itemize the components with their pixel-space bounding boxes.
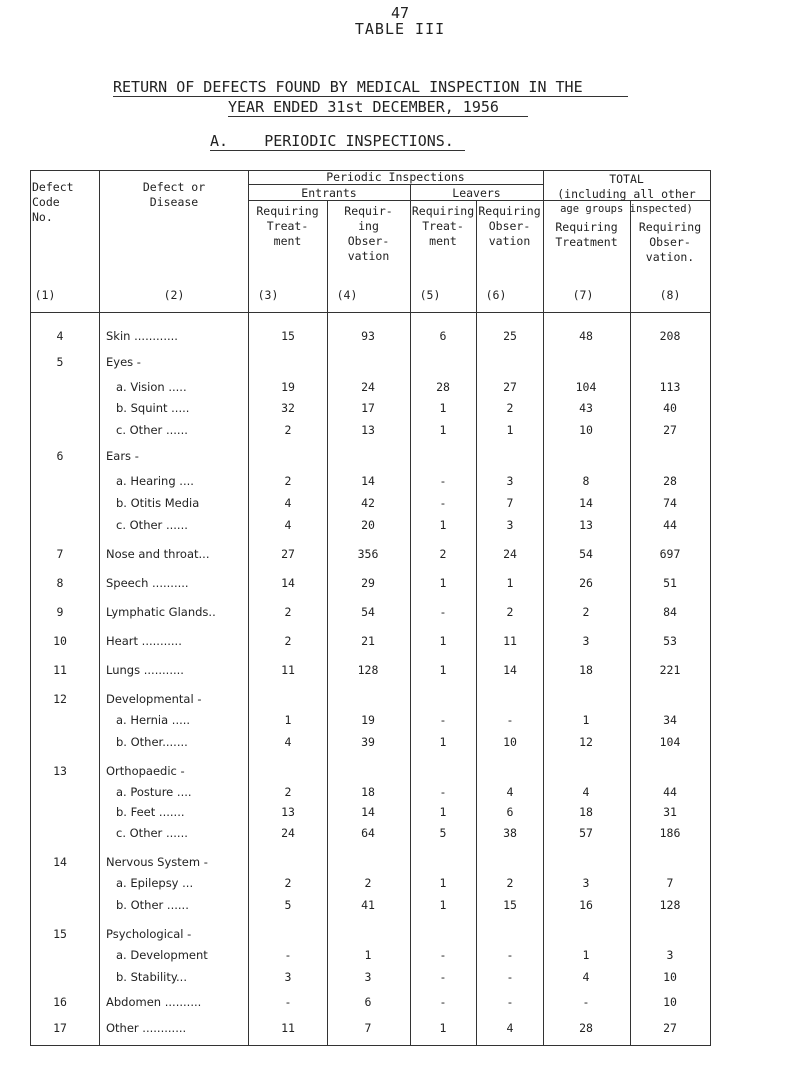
table-cell: 41 (361, 898, 375, 912)
table-cell: 1 (439, 898, 447, 912)
defect-label: b. Stability... (116, 970, 187, 984)
section-underline (210, 150, 465, 151)
header-col8 (630, 220, 710, 265)
table-cell: 1 (439, 663, 447, 677)
defect-label: Eyes - (106, 355, 141, 369)
table-cell: 18 (579, 805, 593, 819)
table-cell: 2 (506, 605, 514, 619)
title-underline (228, 116, 528, 117)
header-text: Code (32, 195, 60, 209)
header-text: Defect or (142, 180, 206, 194)
header-col3 (248, 204, 327, 249)
defect-code: 13 (53, 764, 67, 778)
table-cell: 19 (361, 713, 375, 727)
table-cell: 27 (503, 380, 517, 394)
table-cell: 25 (503, 329, 517, 343)
table-cell: 356 (357, 547, 379, 561)
table-cell: 1 (439, 805, 447, 819)
table-cell: 3 (284, 970, 292, 984)
header-col5 (410, 204, 476, 249)
header-bottom-rule (30, 312, 711, 313)
table-cell: 44 (663, 785, 677, 799)
defect-label: a. Posture .... (116, 785, 192, 799)
table-cell: 5 (439, 826, 447, 840)
header-text: Treat- (422, 219, 464, 233)
table-cell: - (439, 474, 447, 488)
table-cell: 4 (284, 496, 292, 510)
table-cell: 54 (361, 605, 375, 619)
table-cell: 1 (439, 735, 447, 749)
defect-label: a. Epilepsy ... (116, 876, 194, 890)
section-label: A. (210, 132, 229, 150)
table-cell: 31 (663, 805, 677, 819)
table-cell: - (284, 995, 292, 1009)
header-text: (including all other (557, 187, 696, 201)
table-cell: 3 (506, 474, 514, 488)
table-cell: 20 (361, 518, 375, 532)
header-text: Disease (149, 195, 199, 209)
table-cell: 1 (439, 876, 447, 890)
table-cell: 74 (663, 496, 677, 510)
table-cell: 34 (663, 713, 677, 727)
table-cell: 2 (582, 605, 590, 619)
header-text: Requiring (256, 204, 319, 218)
column-number: (3) (257, 288, 279, 302)
table-cell: 1 (439, 634, 447, 648)
header-text: Requiring (638, 220, 702, 234)
defect-code: 10 (53, 634, 67, 648)
table-cell: - (439, 496, 447, 510)
defect-label: b. Otitis Media (116, 496, 200, 510)
column-number: (5) (419, 288, 441, 302)
defect-code: 17 (53, 1021, 67, 1035)
table-cell: 3 (506, 518, 514, 532)
defect-label: a. Hearing .... (116, 474, 194, 488)
header-text: Requiring (478, 204, 541, 218)
table-cell: 28 (579, 1021, 593, 1035)
table-cell: 48 (579, 329, 593, 343)
table-cell: 1 (506, 576, 514, 590)
table-cell: 3 (666, 948, 674, 962)
defect-code: 12 (53, 692, 67, 706)
table-cell: 6 (506, 805, 514, 819)
defect-label: Lymphatic Glands.. (106, 605, 216, 619)
column-number: (8) (659, 288, 681, 302)
table-cell: 186 (659, 826, 681, 840)
header-text: Treat- (266, 219, 309, 233)
table-cell: 1 (439, 401, 447, 415)
column-rule (630, 200, 631, 1046)
table-cell: 64 (361, 826, 375, 840)
header-text: Requir- (344, 204, 393, 218)
table-cell: - (439, 605, 447, 619)
header-text: Treatment (555, 235, 618, 249)
table-cell: 4 (506, 1021, 514, 1035)
table-cell: - (439, 785, 447, 799)
header-col4 (327, 204, 410, 264)
header-defect-code (30, 180, 72, 225)
table-cell: 3 (364, 970, 372, 984)
table-cell: 10 (503, 735, 517, 749)
header-text: vation. (645, 250, 695, 264)
table-cell: - (506, 970, 514, 984)
header-col7 (543, 220, 630, 250)
table-cell: 27 (663, 1021, 677, 1035)
header-text: Obser- (347, 234, 390, 248)
table-cell: 1 (439, 1021, 447, 1035)
header-text: vation (347, 249, 390, 263)
header-text: No. (32, 210, 53, 224)
table-cell: 13 (579, 518, 593, 532)
table-cell: 42 (361, 496, 375, 510)
column-rule (476, 200, 477, 1046)
report-title-line2: YEAR ENDED 31st DECEMBER, 1956 (228, 98, 499, 116)
table-cell: 697 (659, 547, 681, 561)
defect-code: 6 (56, 449, 64, 463)
table-cell: 104 (659, 735, 681, 749)
defect-code: 4 (56, 329, 64, 343)
header-entrants: Entrants (301, 186, 357, 200)
table-cell: 128 (659, 898, 681, 912)
table-cell: 24 (503, 547, 517, 561)
table-cell: 19 (281, 380, 295, 394)
table-cell: 4 (284, 735, 292, 749)
table-cell: 10 (663, 970, 677, 984)
defect-code: 7 (56, 547, 64, 561)
table-cell: 51 (663, 576, 677, 590)
table-cell: 14 (579, 496, 593, 510)
defect-label: Heart ........... (106, 634, 182, 648)
defect-label: Psychological - (106, 927, 192, 941)
table-cell: 18 (579, 663, 593, 677)
defect-label: Lungs ........... (106, 663, 184, 677)
table-cell: 16 (579, 898, 593, 912)
defect-code: 5 (56, 355, 64, 369)
defect-label: c. Other ...... (116, 826, 188, 840)
table-cell: 4 (582, 785, 590, 799)
table-cell: 2 (284, 423, 292, 437)
table-cell: 11 (281, 1021, 295, 1035)
table-cell: 221 (659, 663, 681, 677)
table-cell: 1 (582, 713, 590, 727)
table-cell: 54 (579, 547, 593, 561)
column-rule (327, 200, 328, 1046)
table-cell: 2 (506, 401, 514, 415)
table-cell: 15 (281, 329, 295, 343)
table-cell: 39 (361, 735, 375, 749)
table-cell: 1 (582, 948, 590, 962)
header-text: Requiring (411, 204, 475, 218)
table-cell: 1 (506, 423, 514, 437)
column-number: (2) (163, 288, 185, 302)
table-cell: 208 (659, 329, 681, 343)
table-cell: 1 (439, 576, 447, 590)
table-cell: 14 (361, 474, 375, 488)
table-cell: 93 (361, 329, 375, 343)
header-text: Requiring (555, 220, 618, 234)
table-cell: 2 (284, 474, 292, 488)
header-text: Obser- (649, 235, 691, 249)
defect-label: Ears - (106, 449, 139, 463)
defect-label: Abdomen .......... (106, 995, 202, 1009)
defect-code: 9 (56, 605, 64, 619)
defect-label: Speech .......... (106, 576, 189, 590)
defect-label: Other ............ (106, 1021, 187, 1035)
header-col6 (476, 204, 543, 249)
table-cell: 28 (436, 380, 450, 394)
defect-code: 14 (53, 855, 67, 869)
table-cell: 11 (281, 663, 295, 677)
table-cell: 104 (575, 380, 597, 394)
table-cell: 6 (364, 995, 372, 1009)
table-cell: 15 (503, 898, 517, 912)
header-text: ing (358, 219, 379, 233)
header-total (543, 172, 710, 202)
table-cell: 40 (663, 401, 677, 415)
table-cell: 2 (284, 785, 292, 799)
table-cell: 8 (582, 474, 590, 488)
header-leavers: Leavers (452, 186, 501, 200)
table-cell: 17 (361, 401, 375, 415)
table-cell: 14 (281, 576, 295, 590)
header-text: Defect (32, 180, 74, 194)
table-cell: 2 (364, 876, 372, 890)
header-total-sub: age groups inspected) (560, 203, 693, 215)
table-cell: 4 (284, 518, 292, 532)
column-number: (6) (485, 288, 507, 302)
table-cell: 24 (281, 826, 295, 840)
header-text: ment (429, 234, 457, 248)
table-cell: 26 (579, 576, 593, 590)
header-text: vation (488, 234, 531, 248)
defect-label: Developmental - (106, 692, 202, 706)
table-cell: 10 (663, 995, 677, 1009)
table-cell: - (439, 995, 447, 1009)
table-cell: 11 (503, 634, 517, 648)
table-cell: 1 (284, 713, 292, 727)
section-heading (210, 132, 454, 150)
report-title-line1: RETURN OF DEFECTS FOUND BY MEDICAL INSPECTION IN THE (113, 78, 583, 96)
table-cell: 3 (582, 876, 590, 890)
table-cell: 13 (361, 423, 375, 437)
table-title: TABLE III (354, 20, 446, 38)
title-underline (113, 96, 628, 97)
defect-label: b. Other ...... (116, 898, 189, 912)
table-cell: 18 (361, 785, 375, 799)
defect-code: 15 (53, 927, 67, 941)
header-text: Obser- (488, 219, 531, 233)
table-cell: 7 (506, 496, 514, 510)
table-cell: - (506, 713, 514, 727)
defect-code: 16 (53, 995, 67, 1009)
table-cell: 43 (579, 401, 593, 415)
table-cell: 6 (439, 329, 447, 343)
table-cell: 2 (284, 634, 292, 648)
defect-label: b. Squint ..... (116, 401, 190, 415)
header-text: ment (273, 234, 302, 248)
table-cell: 12 (579, 735, 593, 749)
table-cell: 21 (361, 634, 375, 648)
table-cell: 1 (364, 948, 372, 962)
table-cell: 1 (439, 518, 447, 532)
table-cell: - (582, 995, 590, 1009)
table-cell: 2 (506, 876, 514, 890)
defect-label: Skin ............ (106, 329, 178, 343)
table-cell: 28 (663, 474, 677, 488)
header-periodic-inspections: Periodic Inspections (326, 170, 465, 184)
table-cell: 13 (281, 805, 295, 819)
table-cell: 7 (666, 876, 674, 890)
table-cell: 1 (439, 423, 447, 437)
column-number: (4) (336, 288, 358, 302)
defect-label: c. Other ...... (116, 518, 188, 532)
table-cell: 10 (579, 423, 593, 437)
table-cell: 4 (582, 970, 590, 984)
defect-label: b. Other....... (116, 735, 188, 749)
table-cell: - (506, 995, 514, 1009)
header-defect-disease (100, 180, 248, 210)
table-cell: 3 (582, 634, 590, 648)
table-cell: 27 (281, 547, 295, 561)
table-cell: 2 (439, 547, 447, 561)
defect-label: a. Development (116, 948, 208, 962)
table-cell: - (439, 713, 447, 727)
table-cell: - (284, 948, 292, 962)
table-cell: 128 (357, 663, 379, 677)
page-number: 47 (390, 4, 410, 22)
table-cell: 2 (284, 605, 292, 619)
defect-label: c. Other ...... (116, 423, 188, 437)
table-cell: 113 (659, 380, 681, 394)
table-border-bottom (30, 1045, 711, 1046)
table-border-right (710, 170, 711, 1046)
table-cell: 57 (579, 826, 593, 840)
column-number: (1) (34, 288, 56, 302)
table-cell: 7 (364, 1021, 372, 1035)
column-number: (7) (572, 288, 594, 302)
defect-code: 11 (53, 663, 67, 677)
defect-label: a. Vision ..... (116, 380, 187, 394)
column-rule (410, 184, 411, 1046)
table-cell: - (506, 948, 514, 962)
table-cell: - (439, 970, 447, 984)
table-cell: 2 (284, 876, 292, 890)
table-cell: 24 (361, 380, 375, 394)
table-cell: - (439, 948, 447, 962)
table-cell: 14 (361, 805, 375, 819)
table-cell: 32 (281, 401, 295, 415)
table-cell: 53 (663, 634, 677, 648)
defect-label: a. Hernia ..... (116, 713, 191, 727)
defect-label: Orthopaedic - (106, 764, 185, 778)
table-cell: 5 (284, 898, 292, 912)
table-cell: 27 (663, 423, 677, 437)
defect-label: b. Feet ....... (116, 805, 185, 819)
table-cell: 29 (361, 576, 375, 590)
defect-label: Nervous System - (106, 855, 208, 869)
defect-code: 8 (56, 576, 64, 590)
defect-label: Nose and throat... (106, 547, 210, 561)
table-cell: 38 (503, 826, 517, 840)
header-text: TOTAL (609, 172, 644, 186)
table-cell: 14 (503, 663, 517, 677)
table-cell: 44 (663, 518, 677, 532)
section-title: PERIODIC INSPECTIONS. (264, 132, 454, 150)
table-cell: 84 (663, 605, 677, 619)
table-cell: 4 (506, 785, 514, 799)
